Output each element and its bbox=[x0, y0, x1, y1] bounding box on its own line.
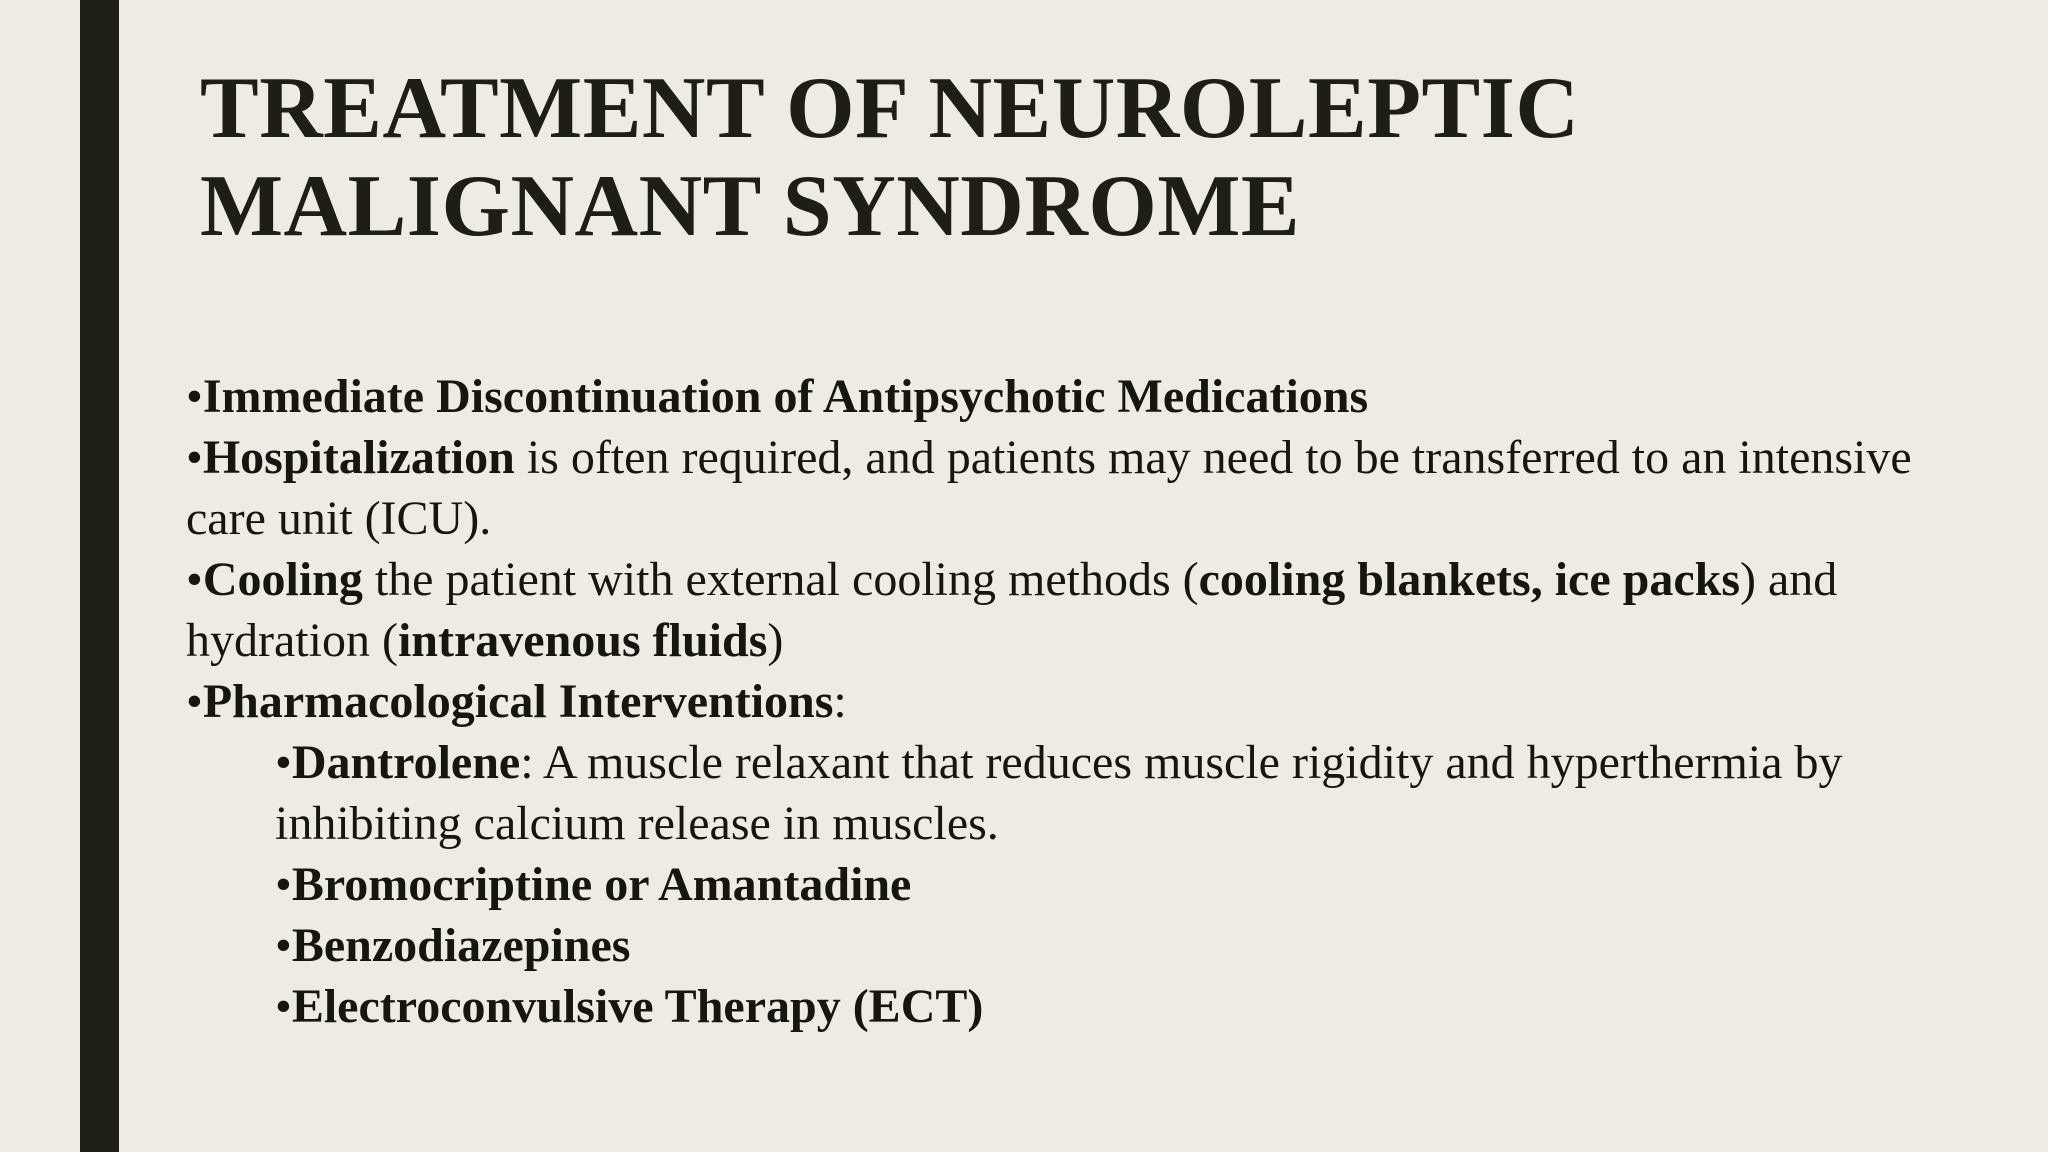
item-heading: Immediate Discontinuation of Antipsychotic Medications bbox=[202, 370, 1369, 423]
title-line-2: MALIGNANT SYNDROME bbox=[200, 158, 1301, 255]
list-item-hospitalization bbox=[186, 427, 1986, 549]
sub-item-heading: Dantrolene bbox=[291, 736, 521, 789]
list-item-cooling bbox=[186, 549, 1986, 671]
sub-bullet-list bbox=[186, 732, 1986, 1037]
bullet-icon: • bbox=[275, 736, 292, 789]
item-emphasis: intravenous fluids bbox=[397, 614, 768, 667]
bullet-list bbox=[186, 366, 1986, 1037]
item-text: : bbox=[833, 675, 847, 728]
item-text: is often required, and patients may need to be transferred to an intensive care unit (ICU). bbox=[186, 431, 1912, 545]
sub-item-dantrolene bbox=[275, 732, 1986, 854]
sub-item-heading: Electroconvulsive Therapy (ECT) bbox=[291, 980, 984, 1033]
bullet-icon: • bbox=[275, 858, 292, 911]
sub-item-bromocriptine bbox=[275, 854, 1986, 915]
sub-item-text: : A muscle relaxant that reduces muscle rigidity and hyperthermia by inhibiting calcium release in muscles. bbox=[275, 736, 1843, 850]
item-heading: Cooling bbox=[202, 553, 363, 606]
list-item-pharmacological bbox=[186, 671, 1986, 1037]
sub-item-heading: Benzodiazepines bbox=[291, 919, 631, 972]
slide-title bbox=[200, 60, 1980, 256]
bullet-icon: • bbox=[186, 370, 203, 423]
item-heading: Pharmacological Interventions bbox=[202, 675, 834, 728]
sub-item-benzodiazepines bbox=[275, 915, 1986, 976]
item-text: ) and hydration ( bbox=[186, 553, 1838, 667]
item-emphasis: cooling blankets, ice packs bbox=[1198, 553, 1741, 606]
item-text: the patient with external cooling methods ( bbox=[362, 553, 1199, 606]
sub-item-heading: Bromocriptine or Amantadine bbox=[291, 858, 912, 911]
bullet-icon: • bbox=[186, 553, 203, 606]
bullet-icon: • bbox=[186, 431, 203, 484]
list-item-discontinuation bbox=[186, 366, 1986, 427]
bullet-icon: • bbox=[275, 980, 292, 1033]
item-heading: Hospitalization bbox=[202, 431, 515, 484]
bullet-icon: • bbox=[275, 919, 292, 972]
title-line-1: TREATMENT OF NEUROLEPTIC bbox=[200, 60, 1580, 157]
accent-bar bbox=[80, 0, 119, 1152]
sub-item-ect bbox=[275, 976, 1986, 1037]
bullet-icon: • bbox=[186, 675, 203, 728]
item-text: ) bbox=[767, 614, 784, 667]
